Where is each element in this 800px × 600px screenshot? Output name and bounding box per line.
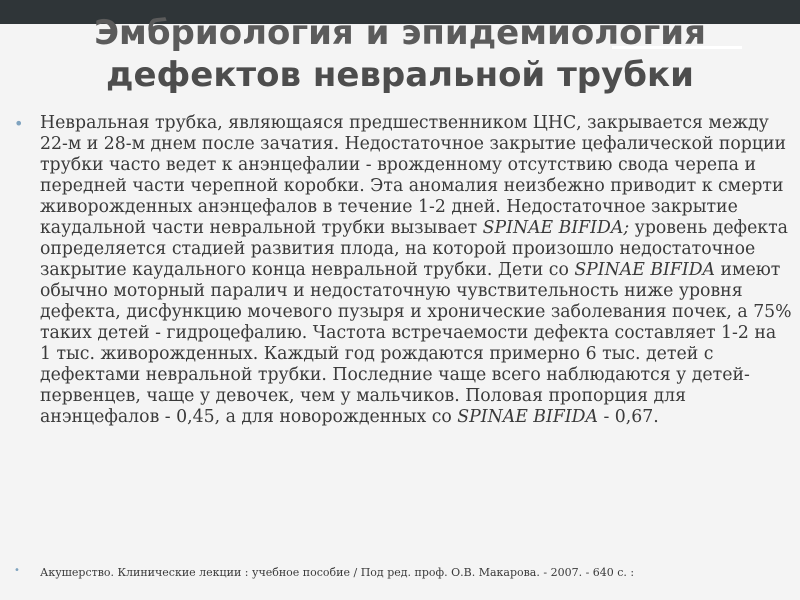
paragraph-text-1: Невральная трубка, являющаяся предшественником ЦНС, закрывается между 22-м и 28-м днем после зачатия. Недостаточное закрытие цефалической порции трубки часто ведет к анэнцефалии - врожденному отсутствию свода черепа и передней части черепной коробки. Эта аномалия неизбежно приводит к смерти живорожденных анэнцефалов в течение 1-2 дней. Недостаточное закрытие каудальной части невральной трубки вызывает (40, 113, 786, 238)
reference-bullet-icon: • (14, 565, 20, 576)
spina-bifida-term-1: SPINAE BIFIDA; (482, 218, 630, 238)
spina-bifida-term-2: SPINAE BIFIDA (574, 260, 716, 280)
paragraph-text-3: имеют обычно моторный паралич и недостаточную чувствительность ниже уровня дефекта, дисфункцию мочевого пузыря и хронические заболевания почек, а 75% таких детей - гидроцефалию. Частота встречаемости дефекта составляет 1-2 на 1 тыс. живорожденных. Каждый год рождаются примерно 6 тыс. детей с дефектами невральной трубки. Последние чаще всего наблюдаются у детей-первенцев, чаще у девочек, чем у мальчиков. Половая пропорция для анэнцефалов - 0,45, а для новорожденных со (40, 260, 792, 427)
reference-citation: Акушерство. Клинические лекции : учебное пособие / Под ред. проф. О.В. Макарова. - 2007. - 640 с. : (40, 566, 635, 579)
main-paragraph (40, 113, 792, 428)
spina-bifida-term-3: SPINAE BIFIDA (457, 407, 598, 427)
slide-title (0, 14, 800, 94)
bullet-icon: • (14, 114, 24, 133)
slide-title-line-2: дефектов невральной трубки (106, 55, 694, 95)
paragraph-text-2: уровень дефекта определяется стадией развития плода, на которой произошло недостаточное закрытие каудального конца невральной трубки. Дети со (40, 218, 788, 280)
slide-title-line-1: Эмбриология и эпидемиология (94, 13, 706, 53)
paragraph-text-4: - 0,67. (597, 407, 659, 427)
